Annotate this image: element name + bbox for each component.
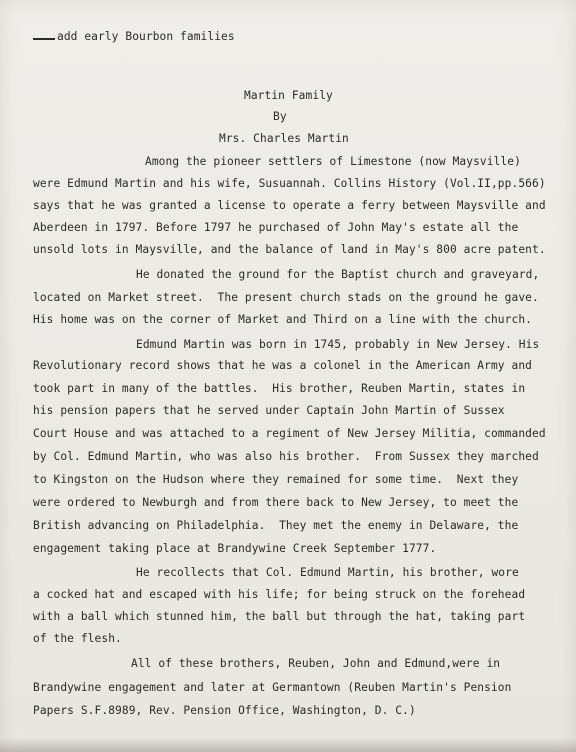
body-line: Revolutionary record shows that he was a colonel in the American Army and xyxy=(33,359,532,372)
body-line: his pension papers that he served under Captain John Martin of Sussex xyxy=(33,404,505,417)
handwritten-note xyxy=(33,30,235,44)
body-line: engagement taking place at Brandywine Creek September 1777. xyxy=(33,542,437,555)
body-line: He recollects that Col. Edmund Martin, his brother, wore xyxy=(136,566,519,579)
body-line: Edmund Martin was born in 1745, probably in New Jersey. His xyxy=(136,338,540,351)
body-line: Brandywine engagement and later at Germantown (Reuben Martin's Pension xyxy=(33,681,512,694)
note-text: add early Bourbon families xyxy=(57,30,235,43)
body-line: located on Market street. The present church stads on the ground he gave. xyxy=(33,291,539,304)
body-line: All of these brothers, Reuben, John and Edmund,were in xyxy=(131,657,501,670)
body-line: says that he was granted a license to operate a ferry between Maysville and xyxy=(33,199,546,212)
body-line: He donated the ground for the Baptist church and graveyard, xyxy=(136,268,540,281)
body-line: were ordered to Newburgh and from there back to New Jersey, to meet the xyxy=(33,496,519,509)
document-title: Martin Family xyxy=(244,89,333,102)
body-line: of the flesh. xyxy=(33,632,122,645)
body-line: were Edmund Martin and his wife, Susuannah. Collins History (Vol.II,pp.566) xyxy=(33,177,546,190)
body-line: His home was on the corner of Market and Third on a line with the church. xyxy=(33,313,532,326)
body-line: British advancing on Philadelphia. They met the enemy in Delaware, the xyxy=(33,519,519,532)
body-line: Papers S.F.8989, Rev. Pension Office, Washington, D. C.) xyxy=(33,704,416,717)
body-line: a cocked hat and escaped with his life; for being struck on the forehead xyxy=(33,588,526,601)
body-line: Among the pioneer settlers of Limestone (now Maysville) xyxy=(145,155,521,168)
byline: By xyxy=(273,110,287,123)
author-name: Mrs. Charles Martin xyxy=(219,132,349,145)
body-line: with a ball which stunned him, the ball but through the hat, taking part xyxy=(33,610,526,623)
body-line: Aberdeen in 1797. Before 1797 he purchased of John May's estate all the xyxy=(33,221,519,234)
underline-mark xyxy=(33,38,55,40)
body-line: Court House and was attached to a regiment of New Jersey Militia, commanded xyxy=(33,427,546,440)
body-line: unsold lots in Maysville, and the balance of land in May's 800 acre patent. xyxy=(33,243,546,256)
body-line: took part in many of the battles. His brother, Reuben Martin, states in xyxy=(33,382,526,395)
body-line: by Col. Edmund Martin, who was also his brother. From Sussex they marched xyxy=(33,450,539,463)
body-line: to Kingston on the Hudson where they remained for some time. Next they xyxy=(33,473,519,486)
